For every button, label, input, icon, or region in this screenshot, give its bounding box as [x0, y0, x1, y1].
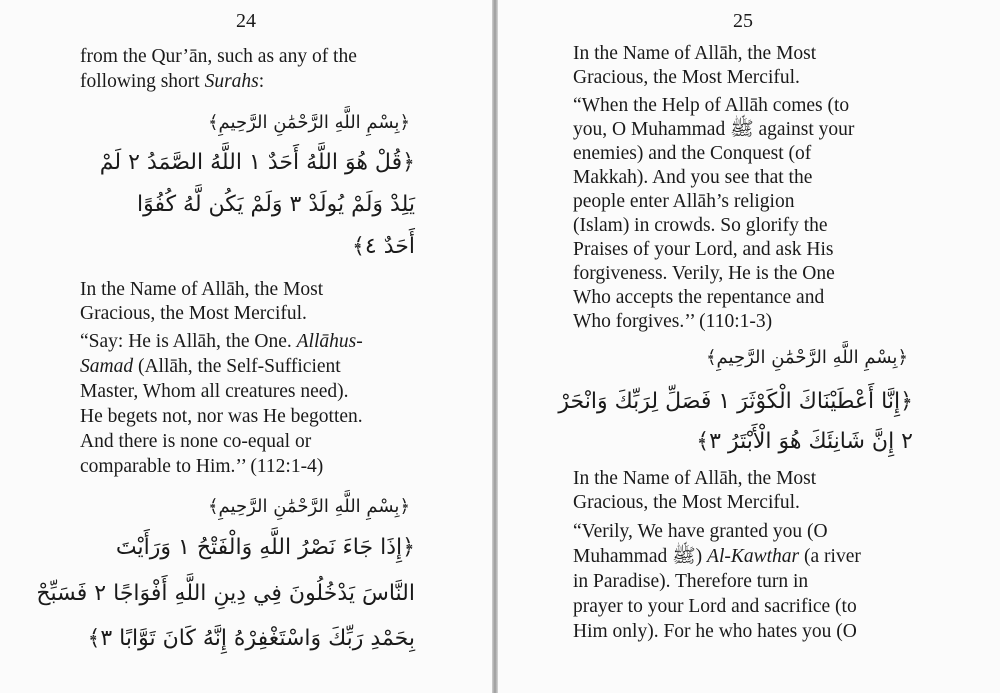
text-line: from the Qur’ān, such as any of the	[80, 46, 357, 67]
arabic-verse-line: يَلِدْ وَلَمْ يُولَدْ ٣ وَلَمْ يَكُن لَّهُ كُفُوًا	[136, 192, 415, 217]
text-line: In the Name of Allāh, the Most	[80, 279, 324, 300]
text-line: In the Name of Allāh, the Most	[573, 43, 817, 64]
text-line: He begets not, nor was He begotten.	[80, 406, 363, 427]
text-line: “When the Help of Allāh comes (to	[573, 95, 850, 116]
text-line: (Islam) in crowds. So glorify the	[573, 215, 828, 236]
basmala-arabic: ﴿بِسْمِ اللَّهِ الرَّحْمَٰنِ الرَّحِيمِ﴾	[207, 496, 410, 517]
text-line: enemies) and the Conquest (of	[573, 143, 812, 164]
text-line: Master, Whom all creatures need).	[80, 381, 349, 402]
arabic-verse-line: ﴿إِنَّا أَعْطَيْنَاكَ الْكَوْثَرَ ١ فَصَلِّ لِرَبِّكَ وَانْحَرْ	[558, 389, 913, 414]
arabic-verse-line: ﴿قُلْ هُوَ اللَّهُ أَحَدٌ ١ اللَّهُ الصَّمَدُ ٢ لَمْ	[99, 150, 415, 175]
arabic-verse-line: بِحَمْدِ رَبِّكَ وَاسْتَغْفِرْهُ إِنَّهُ كَانَ تَوَّابًا ٣﴾	[87, 626, 415, 651]
text-line: Gracious, the Most Merciful.	[573, 67, 800, 88]
text-line: Samad (Allāh, the Self-Sufficient	[80, 356, 341, 377]
text-line: Gracious, the Most Merciful.	[573, 492, 800, 513]
text-line: in Paradise). Therefore turn in	[573, 571, 809, 592]
text-line: Him only). For he who hates you (O	[573, 621, 857, 642]
text-line: people enter Allāh’s religion	[573, 191, 795, 212]
arabic-verse-line: أَحَدٌ ٤﴾	[352, 234, 415, 259]
arabic-verse-line: ٢ إِنَّ شَانِئَكَ هُوَ الْأَبْتَرُ ٣﴾	[696, 429, 913, 454]
text-line: Who forgives.’’ (110:1-3)	[573, 311, 773, 332]
basmala-arabic: ﴿بِسْمِ اللَّهِ الرَّحْمَٰنِ الرَّحِيمِ﴾	[207, 112, 410, 133]
arabic-verse-line: ﴿إِذَا جَاءَ نَصْرُ اللَّهِ وَالْفَتْحُ ١ وَرَأَيْتَ	[115, 535, 415, 560]
right-page	[498, 0, 1000, 693]
page-number-left: 24	[236, 10, 256, 32]
text-line: Who accepts the repentance and	[573, 287, 825, 308]
text-line: “Say: He is Allāh, the One. Allāhus-	[80, 331, 363, 352]
text-line: Gracious, the Most Merciful.	[80, 303, 307, 324]
text-line: comparable to Him.’’ (112:1-4)	[80, 456, 324, 477]
arabic-verse-line: النَّاسَ يَدْخُلُونَ فِي دِينِ اللَّهِ أَفْوَاجًا ٢ فَسَبِّحْ	[36, 581, 415, 606]
text-line: And there is none co-equal or	[80, 431, 312, 452]
text-line: prayer to your Lord and sacrifice (to	[573, 596, 857, 617]
text-line: forgiveness. Verily, He is the One	[573, 263, 835, 284]
text-line: you, O Muhammad ﷺ against your	[573, 119, 855, 140]
text-line: following short Surahs:	[80, 71, 265, 92]
left-page	[0, 0, 492, 693]
text-line: Praises of your Lord, and ask His	[573, 239, 834, 260]
text-line: Makkah). And you see that the	[573, 167, 813, 188]
page-number-right: 25	[733, 10, 753, 32]
text-line: In the Name of Allāh, the Most	[573, 468, 817, 489]
text-line: Muhammad ﷺ) Al-Kawthar (a river	[573, 546, 861, 567]
basmala-arabic: ﴿بِسْمِ اللَّهِ الرَّحْمَٰنِ الرَّحِيمِ﴾	[705, 347, 908, 368]
text-line: “Verily, We have granted you (O	[573, 521, 828, 542]
